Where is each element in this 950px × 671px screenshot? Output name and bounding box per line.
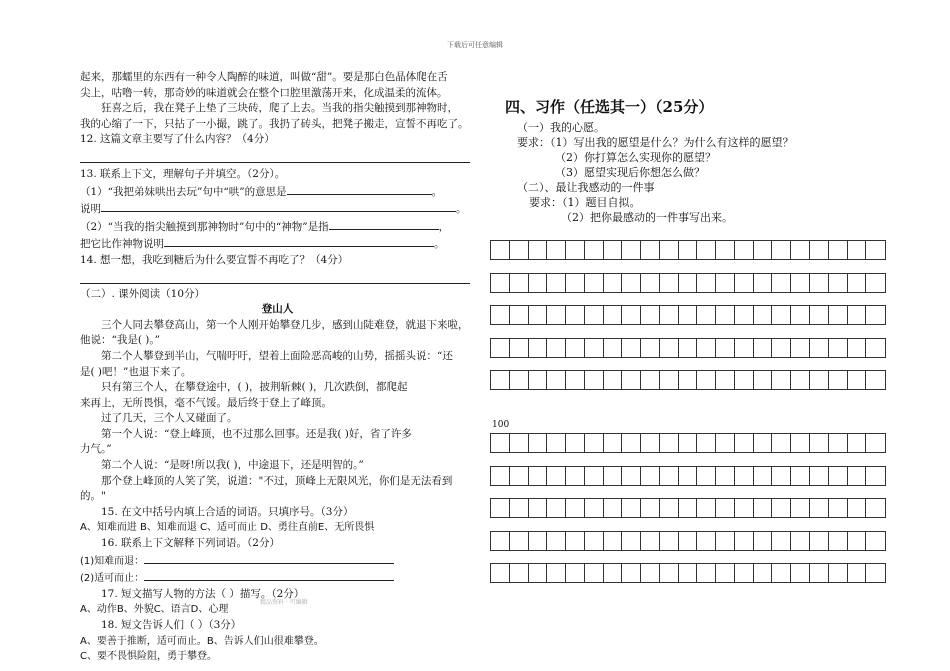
answer-blank[interactable] bbox=[101, 200, 456, 212]
grid-cell[interactable] bbox=[491, 371, 510, 389]
grid-cell[interactable] bbox=[679, 306, 698, 324]
grid-cell[interactable] bbox=[585, 434, 604, 452]
grid-row bbox=[490, 273, 886, 293]
grid-cell[interactable] bbox=[547, 274, 566, 292]
grid-cell[interactable] bbox=[735, 499, 754, 517]
grid-cell[interactable] bbox=[510, 564, 529, 582]
grid-cell[interactable] bbox=[585, 241, 604, 259]
answer-line[interactable] bbox=[80, 148, 470, 163]
grid-cell[interactable] bbox=[679, 274, 698, 292]
grid-cell[interactable] bbox=[622, 371, 641, 389]
grid-cell[interactable] bbox=[641, 467, 660, 485]
answer-blank[interactable] bbox=[287, 183, 432, 195]
grid-cell[interactable] bbox=[810, 564, 829, 582]
grid-cell[interactable] bbox=[660, 564, 679, 582]
grid-cell[interactable] bbox=[754, 241, 773, 259]
grid-cell[interactable] bbox=[622, 274, 641, 292]
grid-cell[interactable] bbox=[697, 499, 716, 517]
grid-cell[interactable] bbox=[772, 371, 791, 389]
grid-cell[interactable] bbox=[848, 241, 867, 259]
grid-cell[interactable] bbox=[791, 371, 810, 389]
question-12: 12. 这篇文章主要写了什么内容？（4分） bbox=[80, 133, 275, 146]
grid-cell[interactable] bbox=[529, 371, 548, 389]
grid-cell[interactable] bbox=[772, 564, 791, 582]
grid-cell[interactable] bbox=[510, 274, 529, 292]
topic-2-req-2: （2）把你最感动的一件事写出来。 bbox=[561, 211, 733, 224]
grid-cell[interactable] bbox=[604, 467, 623, 485]
grid-cell[interactable] bbox=[848, 274, 867, 292]
grid-cell[interactable] bbox=[547, 371, 566, 389]
grid-cell[interactable] bbox=[679, 499, 698, 517]
grid-cell[interactable] bbox=[660, 467, 679, 485]
grid-cell[interactable] bbox=[866, 564, 885, 582]
grid-cell[interactable] bbox=[848, 434, 867, 452]
grid-cell[interactable] bbox=[848, 306, 867, 324]
answer-blank[interactable] bbox=[144, 569, 394, 581]
grid-cell[interactable] bbox=[716, 274, 735, 292]
footer-watermark: 精品资料 · 可编辑 bbox=[260, 599, 308, 606]
story-line: 的。" bbox=[80, 490, 106, 503]
grid-cell[interactable] bbox=[585, 274, 604, 292]
grid-cell[interactable] bbox=[641, 371, 660, 389]
grid-cell[interactable] bbox=[510, 371, 529, 389]
grid-cell[interactable] bbox=[848, 499, 867, 517]
grid-cell[interactable] bbox=[810, 339, 829, 357]
grid-cell[interactable] bbox=[772, 434, 791, 452]
grid-cell[interactable] bbox=[716, 532, 735, 550]
grid-cell[interactable] bbox=[679, 339, 698, 357]
grid-cell[interactable] bbox=[679, 532, 698, 550]
grid-cell[interactable] bbox=[622, 467, 641, 485]
grid-cell[interactable] bbox=[529, 499, 548, 517]
topic-1: （一）我的心愿。 bbox=[517, 121, 605, 134]
grid-cell[interactable] bbox=[716, 241, 735, 259]
topic-1-req-1: 要求：（1）写出我的愿望是什么？为什么有这样的愿望？ bbox=[517, 136, 794, 149]
grid-cell[interactable] bbox=[866, 532, 885, 550]
grid-row bbox=[490, 370, 886, 390]
grid-cell[interactable] bbox=[547, 241, 566, 259]
grid-cell[interactable] bbox=[604, 339, 623, 357]
passage-line: 狂喜之后，我在凳子上垫了三块砖，爬了上去。当我的指尖触摸到那神物时， bbox=[101, 102, 458, 115]
grid-cell[interactable] bbox=[679, 371, 698, 389]
question-15: 15. 在文中括号内填上合适的词语。只填序号。（3分） bbox=[101, 505, 354, 518]
grid-cell[interactable] bbox=[716, 467, 735, 485]
grid-cell[interactable] bbox=[829, 306, 848, 324]
grid-cell[interactable] bbox=[491, 306, 510, 324]
grid-cell[interactable] bbox=[660, 499, 679, 517]
question-14: 14. 想一想，我吃到糖后为什么要宣誓不再吃了？（4分） bbox=[80, 253, 349, 266]
grid-cell[interactable] bbox=[866, 371, 885, 389]
grid-cell[interactable] bbox=[510, 241, 529, 259]
grid-cell[interactable] bbox=[791, 241, 810, 259]
grid-cell[interactable] bbox=[866, 339, 885, 357]
grid-cell[interactable] bbox=[547, 532, 566, 550]
grid-cell[interactable] bbox=[754, 274, 773, 292]
question-18-option-c: C、要不畏惧险阻，勇于攀登。 bbox=[80, 651, 217, 663]
question-16-2: (2)适可而止： bbox=[80, 569, 475, 587]
question-16: 16. 联系上下文解释下列词语。（2分） bbox=[101, 537, 280, 550]
section-2-heading: （二）. 课外阅读（10分） bbox=[80, 287, 206, 300]
grid-cell[interactable] bbox=[679, 241, 698, 259]
writing-grid-bottom bbox=[490, 433, 886, 596]
grid-cell[interactable] bbox=[810, 274, 829, 292]
grid-cell[interactable] bbox=[585, 339, 604, 357]
grid-cell[interactable] bbox=[735, 434, 754, 452]
story-line: 过了几天，三个人又碰面了。 bbox=[101, 412, 238, 425]
story-line: 第二个人攀登到半山，气喘吁吁，望着上面险恶高峻的山势，摇摇头说：“还 bbox=[101, 349, 453, 362]
grid-cell[interactable] bbox=[791, 499, 810, 517]
topic-2: （二）、最让我感动的一件事 bbox=[517, 181, 655, 194]
grid-cell[interactable] bbox=[491, 434, 510, 452]
grid-cell[interactable] bbox=[529, 274, 548, 292]
grid-cell[interactable] bbox=[622, 339, 641, 357]
grid-row bbox=[490, 563, 886, 583]
section-4-title: 四、习作（任选其一）（25分） bbox=[505, 98, 714, 116]
grid-cell[interactable] bbox=[697, 274, 716, 292]
grid-cell[interactable] bbox=[529, 306, 548, 324]
story-line: 第一个人说：“登上峰顶，也不过那么回事。还是我( )好，省了许多 bbox=[101, 427, 412, 440]
grid-cell[interactable] bbox=[622, 564, 641, 582]
grid-cell[interactable] bbox=[622, 306, 641, 324]
grid-cell[interactable] bbox=[604, 532, 623, 550]
passage-line: 我的心缩了一下，只拈了一小撮，跳了。我扔了砖头，把凳子搬走，宣誓不再吃了。 bbox=[80, 117, 469, 130]
grid-cell[interactable] bbox=[510, 467, 529, 485]
story-line: 第二个人说：“是呀!所以我( )，中途退下，还是明智的。” bbox=[101, 459, 364, 472]
grid-cell[interactable] bbox=[829, 564, 848, 582]
story-line: 他说：“我是( )。” bbox=[80, 334, 161, 347]
grid-cell[interactable] bbox=[735, 467, 754, 485]
story-line: 力气。” bbox=[80, 443, 112, 456]
grid-cell[interactable] bbox=[754, 499, 773, 517]
grid-cell[interactable] bbox=[660, 274, 679, 292]
grid-cell[interactable] bbox=[848, 532, 867, 550]
grid-cell[interactable] bbox=[716, 564, 735, 582]
grid-cell[interactable] bbox=[679, 564, 698, 582]
grid-cell[interactable] bbox=[585, 467, 604, 485]
grid-cell[interactable] bbox=[716, 339, 735, 357]
grid-cell[interactable] bbox=[754, 564, 773, 582]
writing-grid-top bbox=[490, 240, 886, 403]
grid-cell[interactable] bbox=[810, 434, 829, 452]
grid-cell[interactable] bbox=[754, 339, 773, 357]
grid-cell[interactable] bbox=[791, 339, 810, 357]
grid-cell[interactable] bbox=[791, 306, 810, 324]
grid-cell[interactable] bbox=[848, 339, 867, 357]
grid-cell[interactable] bbox=[697, 467, 716, 485]
grid-cell[interactable] bbox=[510, 306, 529, 324]
grid-cell[interactable] bbox=[566, 467, 585, 485]
grid-cell[interactable] bbox=[735, 371, 754, 389]
question-17-options: A、动作B、外貌C、语言D、心理 bbox=[80, 604, 229, 616]
answer-blank[interactable] bbox=[164, 235, 434, 247]
grid-row bbox=[490, 466, 886, 486]
grid-cell[interactable] bbox=[641, 306, 660, 324]
grid-cell[interactable] bbox=[810, 306, 829, 324]
topic-1-req-2: （2）你打算怎么实现你的愿望？ bbox=[555, 151, 716, 164]
question-18: 18. 短文告诉人们（ ）（3分） bbox=[101, 619, 242, 631]
grid-cell[interactable] bbox=[735, 306, 754, 324]
passage-line: 尖上，咕噜一转，那奇妙的味道就会在整个口腔里激荡开来，化成温柔的流体。 bbox=[80, 86, 448, 99]
grid-cell[interactable] bbox=[810, 499, 829, 517]
grid-cell[interactable] bbox=[529, 241, 548, 259]
story-line: 是( )吧！”也退下来了。 bbox=[80, 365, 192, 378]
grid-row bbox=[490, 433, 886, 453]
grid-cell[interactable] bbox=[566, 434, 585, 452]
grid-cell[interactable] bbox=[866, 467, 885, 485]
grid-cell[interactable] bbox=[735, 274, 754, 292]
grid-cell[interactable] bbox=[585, 371, 604, 389]
grid-cell[interactable] bbox=[585, 564, 604, 582]
grid-cell[interactable] bbox=[810, 371, 829, 389]
grid-cell[interactable] bbox=[641, 434, 660, 452]
grid-cell[interactable] bbox=[716, 499, 735, 517]
grid-cell[interactable] bbox=[622, 499, 641, 517]
grid-cell[interactable] bbox=[491, 564, 510, 582]
grid-cell[interactable] bbox=[866, 241, 885, 259]
grid-cell[interactable] bbox=[604, 241, 623, 259]
grid-cell[interactable] bbox=[829, 371, 848, 389]
question-18-option-a: A、要善于推断，适可而止。B、告诉人们山很难攀登。 bbox=[80, 635, 324, 647]
grid-cell[interactable] bbox=[491, 499, 510, 517]
grid-cell[interactable] bbox=[866, 274, 885, 292]
grid-cell[interactable] bbox=[754, 306, 773, 324]
grid-row bbox=[490, 338, 886, 358]
grid-cell[interactable] bbox=[772, 499, 791, 517]
story-title: 登山人 bbox=[261, 303, 294, 316]
grid-cell[interactable] bbox=[641, 241, 660, 259]
grid-cell[interactable] bbox=[566, 274, 585, 292]
grid-cell[interactable] bbox=[791, 564, 810, 582]
grid-cell[interactable] bbox=[829, 274, 848, 292]
grid-cell[interactable] bbox=[848, 371, 867, 389]
grid-cell[interactable] bbox=[754, 467, 773, 485]
topic-2-req-1: 要求：（1）题目自拟。 bbox=[529, 196, 641, 209]
grid-cell[interactable] bbox=[529, 434, 548, 452]
grid-cell[interactable] bbox=[604, 371, 623, 389]
grid-cell[interactable] bbox=[716, 434, 735, 452]
grid-cell[interactable] bbox=[791, 532, 810, 550]
page-header: 下载后可任意编辑 bbox=[447, 41, 503, 49]
question-16-1: (1)知难而退： bbox=[80, 552, 475, 570]
right-column bbox=[505, 100, 895, 225]
grid-cell[interactable] bbox=[491, 467, 510, 485]
grid-cell[interactable] bbox=[660, 241, 679, 259]
grid-cell[interactable] bbox=[754, 371, 773, 389]
grid-cell[interactable] bbox=[791, 434, 810, 452]
grid-cell[interactable] bbox=[547, 434, 566, 452]
grid-row bbox=[490, 498, 886, 518]
answer-blank[interactable] bbox=[144, 552, 394, 564]
grid-cell[interactable] bbox=[772, 274, 791, 292]
question-13-2: （2）“当我的指尖触摸到那神物时”句中的“神物”是指 ， bbox=[80, 218, 475, 236]
grid-cell[interactable] bbox=[566, 564, 585, 582]
grid-cell[interactable] bbox=[529, 532, 548, 550]
passage-line: 起来，那蠕里的东西有一种令人陶醉的味道，叫做“甜”。要是那白色晶体爬在舌 bbox=[80, 71, 448, 83]
grid-cell[interactable] bbox=[772, 241, 791, 259]
grid-cell[interactable] bbox=[491, 274, 510, 292]
grid-row bbox=[490, 531, 886, 551]
question-13-1: （1）“我把弟妹哄出去玩”句中“哄”的意思是 。 bbox=[80, 183, 475, 201]
grid-cell[interactable] bbox=[566, 241, 585, 259]
grid-cell[interactable] bbox=[604, 306, 623, 324]
grid-cell[interactable] bbox=[622, 532, 641, 550]
answer-line[interactable] bbox=[80, 269, 470, 284]
grid-cell[interactable] bbox=[829, 434, 848, 452]
grid-cell[interactable] bbox=[510, 339, 529, 357]
grid-cell[interactable] bbox=[641, 564, 660, 582]
grid-cell[interactable] bbox=[829, 532, 848, 550]
grid-cell[interactable] bbox=[772, 306, 791, 324]
grid-cell[interactable] bbox=[604, 434, 623, 452]
grid-cell[interactable] bbox=[848, 467, 867, 485]
grid-cell[interactable] bbox=[754, 532, 773, 550]
grid-cell[interactable] bbox=[566, 371, 585, 389]
answer-blank[interactable] bbox=[329, 218, 439, 230]
grid-cell[interactable] bbox=[810, 467, 829, 485]
grid-cell[interactable] bbox=[547, 339, 566, 357]
grid-cell[interactable] bbox=[510, 532, 529, 550]
grid-cell[interactable] bbox=[697, 564, 716, 582]
grid-cell[interactable] bbox=[772, 339, 791, 357]
grid-cell[interactable] bbox=[566, 532, 585, 550]
grid-cell[interactable] bbox=[772, 467, 791, 485]
grid-cell[interactable] bbox=[697, 371, 716, 389]
grid-cell[interactable] bbox=[491, 339, 510, 357]
grid-cell[interactable] bbox=[679, 467, 698, 485]
grid-cell[interactable] bbox=[697, 532, 716, 550]
grid-cell[interactable] bbox=[585, 306, 604, 324]
grid-cell[interactable] bbox=[529, 564, 548, 582]
grid-cell[interactable] bbox=[547, 467, 566, 485]
grid-row bbox=[490, 240, 886, 260]
grid-cell[interactable] bbox=[735, 532, 754, 550]
grid-cell[interactable] bbox=[547, 564, 566, 582]
grid-cell[interactable] bbox=[660, 306, 679, 324]
story-line: 只有第三个人，在攀登途中，( )，披荆斩棘( )，几次跌倒，都爬起 bbox=[101, 381, 408, 394]
topic-1-req-3: （3）愿望实现后你想怎么做？ bbox=[555, 166, 705, 179]
grid-cell[interactable] bbox=[754, 434, 773, 452]
grid-cell[interactable] bbox=[491, 241, 510, 259]
grid-cell[interactable] bbox=[716, 371, 735, 389]
grid-row bbox=[490, 305, 886, 325]
grid-cell[interactable] bbox=[529, 467, 548, 485]
grid-cell[interactable] bbox=[810, 241, 829, 259]
grid-cell[interactable] bbox=[604, 564, 623, 582]
grid-cell[interactable] bbox=[866, 499, 885, 517]
grid-cell[interactable] bbox=[641, 532, 660, 550]
grid-cell[interactable] bbox=[697, 241, 716, 259]
grid-cell[interactable] bbox=[848, 564, 867, 582]
grid-cell[interactable] bbox=[566, 339, 585, 357]
grid-cell[interactable] bbox=[547, 499, 566, 517]
grid-cell[interactable] bbox=[604, 499, 623, 517]
story-line: 三个人同去攀登高山，第一个人刚开始攀登几步，感到山陡难登，就退下来啦， bbox=[101, 318, 469, 331]
grid-cell[interactable] bbox=[735, 339, 754, 357]
question-13-2c: 把它比作神物说明 。 bbox=[80, 235, 475, 253]
grid-cell[interactable] bbox=[585, 532, 604, 550]
grid-cell[interactable] bbox=[697, 306, 716, 324]
grid-cell[interactable] bbox=[660, 434, 679, 452]
left-column bbox=[80, 70, 475, 665]
question-17: 17. 短文描写人物的方法（ ）描写。（2分） bbox=[101, 587, 305, 600]
grid-cell[interactable] bbox=[810, 532, 829, 550]
grid-cell[interactable] bbox=[585, 499, 604, 517]
grid-cell[interactable] bbox=[641, 339, 660, 357]
grid-cell[interactable] bbox=[791, 467, 810, 485]
grid-cell[interactable] bbox=[829, 467, 848, 485]
question-13: 13. 联系上下文，理解句子并填空。（2分）。 bbox=[80, 167, 286, 180]
grid-cell[interactable] bbox=[866, 306, 885, 324]
grid-cell[interactable] bbox=[660, 371, 679, 389]
grid-cell[interactable] bbox=[529, 339, 548, 357]
question-13-1b: 说明 。 bbox=[80, 200, 475, 218]
grid-cell[interactable] bbox=[697, 339, 716, 357]
grid-cell[interactable] bbox=[641, 274, 660, 292]
grid-cell[interactable] bbox=[829, 339, 848, 357]
story-line: 来再上，无所畏惧，毫不气馁。最后终于登上了峰顶。 bbox=[80, 396, 332, 409]
grid-word-count-mark: 100 bbox=[492, 420, 510, 430]
grid-cell[interactable] bbox=[641, 499, 660, 517]
grid-cell[interactable] bbox=[622, 241, 641, 259]
grid-cell[interactable] bbox=[679, 434, 698, 452]
grid-cell[interactable] bbox=[829, 241, 848, 259]
grid-cell[interactable] bbox=[622, 434, 641, 452]
grid-cell[interactable] bbox=[735, 564, 754, 582]
grid-cell[interactable] bbox=[566, 499, 585, 517]
question-15-options: A、知难而进 B、知难而退 C、适可而止 D、勇往直前E、无所畏惧 bbox=[80, 522, 375, 534]
grid-cell[interactable] bbox=[510, 434, 529, 452]
grid-cell[interactable] bbox=[566, 306, 585, 324]
grid-cell[interactable] bbox=[697, 434, 716, 452]
grid-cell[interactable] bbox=[735, 241, 754, 259]
story-line: 那个登上峰顶的人笑了笑，说道："不过，顶峰上无限风光，你们是无法看到 bbox=[101, 474, 453, 487]
grid-cell[interactable] bbox=[510, 499, 529, 517]
grid-cell[interactable] bbox=[791, 274, 810, 292]
grid-cell[interactable] bbox=[866, 434, 885, 452]
grid-cell[interactable] bbox=[660, 532, 679, 550]
grid-cell[interactable] bbox=[547, 306, 566, 324]
grid-cell[interactable] bbox=[772, 532, 791, 550]
grid-cell[interactable] bbox=[491, 532, 510, 550]
grid-cell[interactable] bbox=[604, 274, 623, 292]
grid-cell[interactable] bbox=[660, 339, 679, 357]
grid-cell[interactable] bbox=[716, 306, 735, 324]
grid-cell[interactable] bbox=[829, 499, 848, 517]
